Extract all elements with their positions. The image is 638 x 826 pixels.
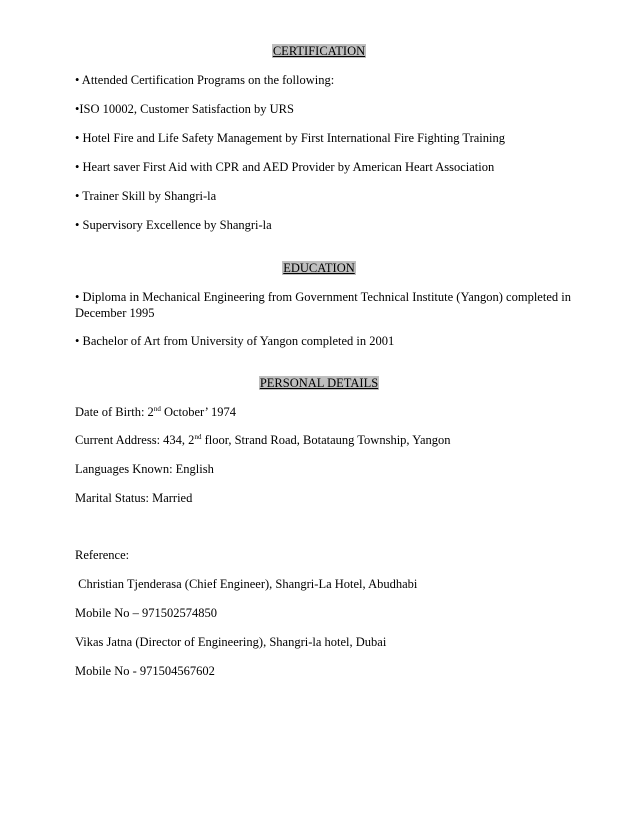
certification-item: • Heart saver First Aid with CPR and AED Provider by American Heart Association	[75, 160, 495, 174]
current-address	[75, 432, 451, 448]
date-of-birth	[75, 404, 236, 420]
marital-status: Marital Status: Married	[75, 491, 193, 505]
education-heading	[0, 260, 638, 276]
personal-details-heading-text: PERSONAL DETAILS	[259, 376, 379, 390]
certification-item: • Hotel Fire and Life Safety Management by First International Fire Fighting Training	[75, 131, 506, 145]
dob-ordinal: nd	[153, 405, 161, 413]
education-item: • Diploma in Mechanical Engineering from Government Technical Institute (Yangon) completed in December 1995	[75, 290, 571, 320]
dob-month-year: October’ 1974	[160, 405, 237, 419]
certification-item: • Supervisory Excellence by Shangri-la	[75, 218, 272, 232]
education-item: • Bachelor of Art from University of Yangon completed in 2001	[75, 334, 395, 348]
languages-known: Languages Known: English	[75, 462, 214, 476]
address-ordinal: nd	[194, 433, 202, 441]
address-rest: floor, Strand Road, Botataung Township, Yangon	[201, 433, 451, 447]
reference-1-mobile: Mobile No – 971502574850	[75, 606, 218, 620]
certification-heading-text: CERTIFICATION	[272, 44, 366, 58]
personal-details-heading	[0, 375, 638, 391]
reference-label: Reference:	[75, 548, 130, 562]
certification-item: • Trainer Skill by Shangri-la	[75, 189, 217, 203]
certification-item: •ISO 10002, Customer Satisfaction by URS	[75, 102, 294, 116]
certification-intro: • Attended Certification Programs on the following:	[75, 73, 335, 87]
address-text: Current Address: 434, 2	[75, 433, 195, 447]
certification-heading	[0, 43, 638, 59]
reference-2-mobile: Mobile No - 971504567602	[75, 664, 215, 678]
reference-1-name: Christian Tjenderasa (Chief Engineer), Shangri-La Hotel, Abudhabi	[75, 577, 418, 591]
reference-2-name: Vikas Jatna (Director of Engineering), Shangri-la hotel, Dubai	[75, 635, 387, 649]
education-heading-text: EDUCATION	[283, 261, 355, 275]
dob-text: Date of Birth: 2	[75, 405, 154, 419]
